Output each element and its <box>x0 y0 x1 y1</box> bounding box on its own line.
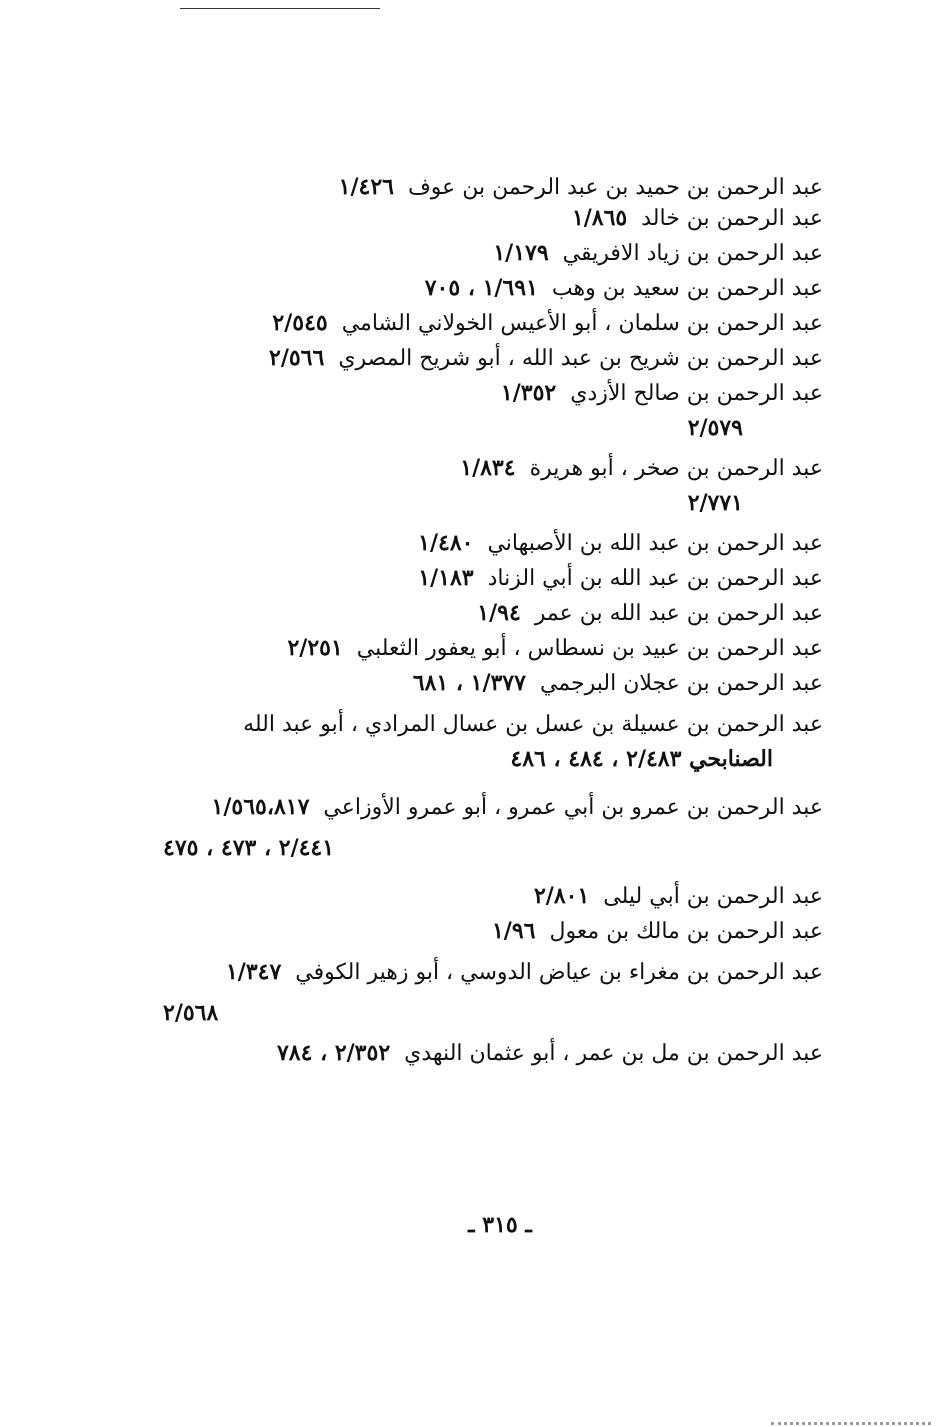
entry-name: عبد الرحمن بن حميد بن عبد الرحمن بن عوف <box>407 175 823 200</box>
index-entry <box>163 203 823 234</box>
entry-ref: ٢/٥٦٦ <box>269 345 325 371</box>
index-entry <box>163 881 823 912</box>
index-entry <box>163 957 823 988</box>
index-entry <box>163 308 823 339</box>
entry-name: عبد الرحمن بن سلمان ، أبو الأعيس الخولاني الشامي <box>341 311 823 336</box>
name-index-list <box>163 172 823 1069</box>
entry-ref: ٢/٥٤٥ <box>272 310 328 336</box>
entry-name: عبد الرحمن بن مالك بن معول <box>549 919 823 944</box>
entry-name: عبد الرحمن بن زياد الافريقي <box>562 241 823 266</box>
entry-continuation: ٢/٤٤١ ، ٤٧٣ ، ٤٧٥ <box>163 835 335 861</box>
entry-name: عبد الرحمن بن عبد الله بن أبي الزناد <box>487 566 823 591</box>
entry-ref: ٢/٢٥١ <box>287 635 343 661</box>
entry-name: عبد الرحمن بن عجلان البرجمي <box>539 671 823 696</box>
entry-continuation: الصنابحي ٢/٤٨٣ ، ٤٨٤ ، ٤٨٦ <box>510 746 773 772</box>
entry-name: عبد الرحمن بن سعيد بن وهب <box>551 276 823 301</box>
entry-ref: ١/١٧٩ <box>493 240 549 266</box>
entry-name: عبد الرحمن بن صخر ، أبو هريرة <box>529 456 823 481</box>
entry-name: عبد الرحمن بن عبد الله بن الأصبهاني <box>487 531 823 556</box>
page-number: ـ ٣١٥ ـ <box>468 1212 532 1238</box>
index-entry <box>163 563 823 594</box>
index-entry <box>163 238 823 269</box>
entry-ref: ١/٩٦ <box>491 918 536 944</box>
index-entry <box>163 916 823 947</box>
entry-name: عبد الرحمن بن عبد الله بن عمر <box>534 601 823 626</box>
entry-ref: ١/٣٧٧ ، ٦٨١ <box>412 670 526 696</box>
entry-name: عبد الرحمن بن أبي ليلى <box>603 884 823 909</box>
entry-ref: ١/١٨٣ <box>418 565 474 591</box>
index-entry <box>163 273 823 304</box>
entry-ref: ١/٨٣٤ <box>460 455 516 481</box>
entry-name: عبد الرحمن بن خالد <box>641 206 823 231</box>
entry-name: عبد الرحمن بن مغراء بن عياض الدوسي ، أبو زهير الكوفي <box>295 960 823 985</box>
entry-name: عبد الرحمن بن عبيد بن نسطاس ، أبو يعفور الثعلبي <box>356 636 823 661</box>
top-rule <box>180 8 380 9</box>
entry-ref: ١/٩٤ <box>477 600 521 626</box>
entry-ref: ١/٤٢٦ <box>338 174 394 200</box>
entry-name: عبد الرحمن بن عمرو بن أبي عمرو ، أبو عمرو الأوزاعي <box>323 795 823 820</box>
entry-continuation: ٢/٥٦٨ <box>163 1000 219 1026</box>
index-entry <box>163 453 823 484</box>
entry-ref: ١/٣٥٢ <box>500 380 557 406</box>
index-entry <box>163 528 823 559</box>
entry-ref: ٢/٣٥٢ ، ٧٨٤ <box>276 1040 391 1066</box>
index-entry <box>163 792 823 823</box>
entry-name: عبد الرحمن بن شريح بن عبد الله ، أبو شريح المصري <box>338 346 823 371</box>
entry-name: عبد الرحمن بن صالح الأزدي <box>570 381 823 406</box>
entry-ref: ١/٤٨٠ <box>418 530 474 556</box>
entry-name: عبد الرحمن بن عسيلة بن عسل بن عسال المرادي ، أبو عبد الله <box>243 712 823 737</box>
entry-continuation: ٢/٧٧١ <box>687 490 743 516</box>
entry-ref: ١/٣٤٧ <box>225 959 282 985</box>
entry-ref: ١/٨٦٥ <box>571 205 628 231</box>
entry-name: عبد الرحمن بن مل بن عمر ، أبو عثمان النهدي <box>404 1041 823 1066</box>
index-entry <box>163 378 823 409</box>
index-entry <box>163 709 823 740</box>
entry-ref: ٢/٨٠١ <box>533 883 590 909</box>
bottom-edge-dots <box>771 1416 931 1425</box>
index-entry <box>163 172 823 203</box>
entry-ref: ١/٦٩١ ، ٧٠٥ <box>424 275 538 301</box>
index-entry <box>163 633 823 664</box>
index-entry <box>163 1038 823 1069</box>
entry-ref: ١/٥٦٥،٨١٧ <box>211 794 310 820</box>
index-entry <box>163 343 823 374</box>
index-entry <box>163 668 823 699</box>
entry-continuation: ٢/٥٧٩ <box>687 415 743 441</box>
index-entry <box>163 598 823 629</box>
